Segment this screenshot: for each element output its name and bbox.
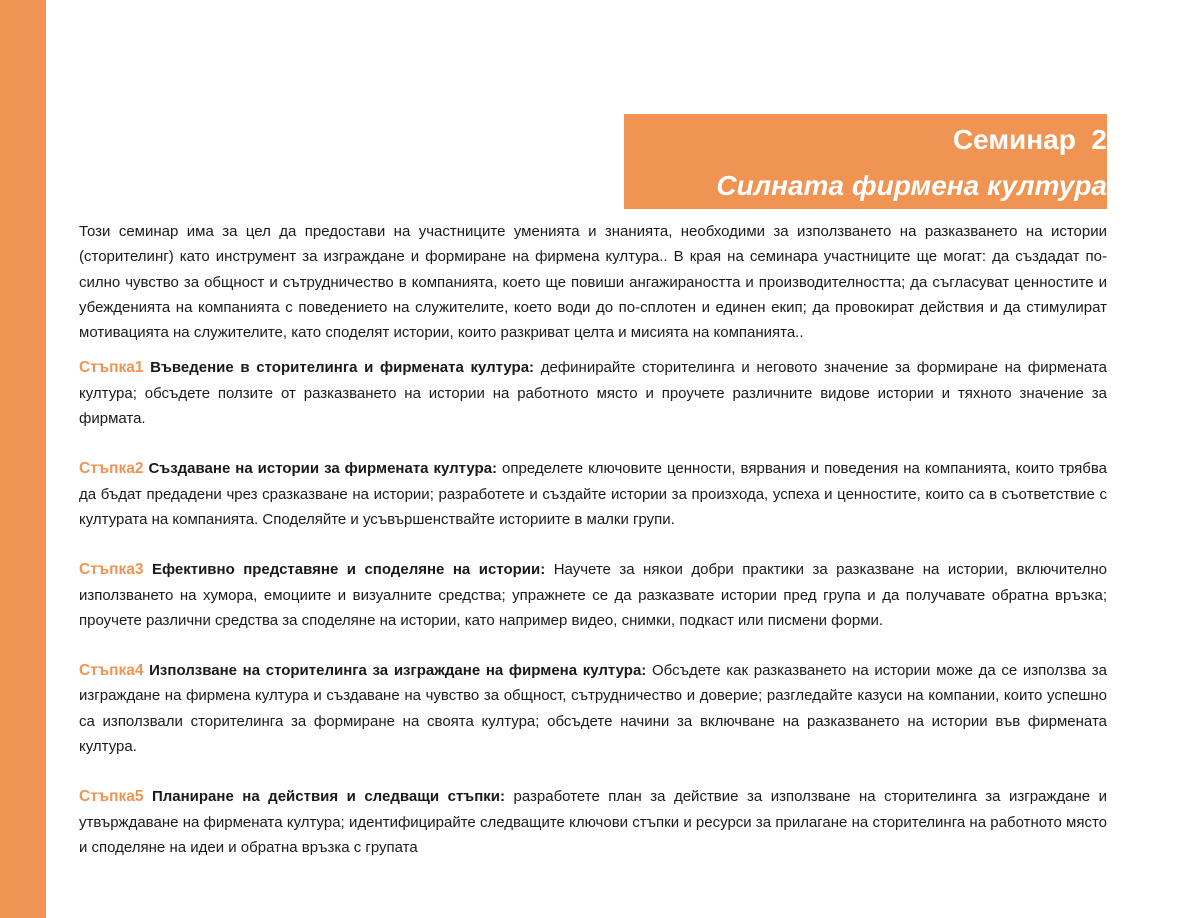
step-3: [79, 557, 1107, 633]
step-title: Създаване на истории за фирмената култура:: [148, 460, 498, 478]
intro-paragraph: Този семинар има за цел да предостави на участниците уменията и знанията, необходими за използването на разказването на истории (сторителинг) като инструмент за изграждане и формиране на фирмена култура.. В края на семинара участниците ще могат: да създадат по-силно чувство за общност и сътрудничество в компанията, което ще повиши ангажираността и производителността; да съгласуват ценностите и убежденията на компанията с поведението на служителите, което води до по-сплотен и единен екип; да провокират действия и да стимулират мотивацията на служителите, като споделят истории, които разкриват целта и мисията на компанията..: [79, 223, 1107, 342]
step-label: Стъпка2: [79, 460, 144, 478]
seminar-label: Семинар 2: [952, 124, 1107, 155]
step-4: [79, 658, 1107, 759]
title-banner: [624, 114, 1107, 209]
seminar-title: Силната фирмена култура: [716, 170, 1107, 201]
side-accent-bar: [0, 0, 46, 918]
step-label: Стъпка5: [79, 788, 144, 806]
step-2: [79, 456, 1107, 532]
content: [79, 219, 1107, 885]
step-title: Ефективно представяне и споделяне на истории:: [151, 561, 546, 579]
step-title: Въведение в сторителинга и фирмената култура:: [150, 359, 535, 377]
step-text: определете ключовите ценности, вярвания и поведения на компанията, които трябва да бъдат предадени чрез сразказване на истории; разработете и създайте истории за произхода, успеха и ценностите, които са в съответствие с културата на компанията. Споделяйте и усъвършенствайте историите в малки групи.: [79, 460, 1108, 528]
step-5: [79, 784, 1107, 860]
step-title: Използване на сторителинга за изграждане на фирмена култура:: [149, 662, 647, 680]
step-label: Стъпка3: [79, 561, 144, 579]
step-title: Планиране на действия и следващи стъпки:: [151, 788, 506, 806]
step-1: [79, 355, 1107, 431]
step-text: дефинирайте сторителинга и неговото значение за формиране на фирмената култура; обсъдете ползите от разказването на истории на работното място и проучете различните видове истории и тяхното значение за фирмата.: [79, 359, 1107, 428]
step-text: Обсъдете как разказването на истории може да се използва за изграждане на фирмена култура и създаване на чувство за общност, сътрудничество и доверие; разгледайте казуси на компании, които успешно са използвали сторителинга за формиране на своята култура; обсъдете начини за включване на разказването на истории във фирмената култура.: [79, 662, 1107, 756]
step-text: разработете план за действие за използване на сторителинга за изграждане и утвърждаване на фирмената култура; идентифицирайте следващите ключови стъпки и ресурси за прилагане на сторителинга на работното място и споделяне на идеи и обратна връзка с групата: [79, 788, 1108, 856]
step-label: Стъпка1: [79, 359, 144, 377]
step-text: Научете за някои добри практики за разказване на истории, включително използването на хумора, емоциите и визуалните средства; упражнете се да разказвате истории пред група и да получавате обратна връзка; проучете различни средства за споделяне на истории, като например видео, снимки, подкаст или писмени форми.: [79, 561, 1107, 629]
step-label: Стъпка4: [79, 662, 144, 680]
